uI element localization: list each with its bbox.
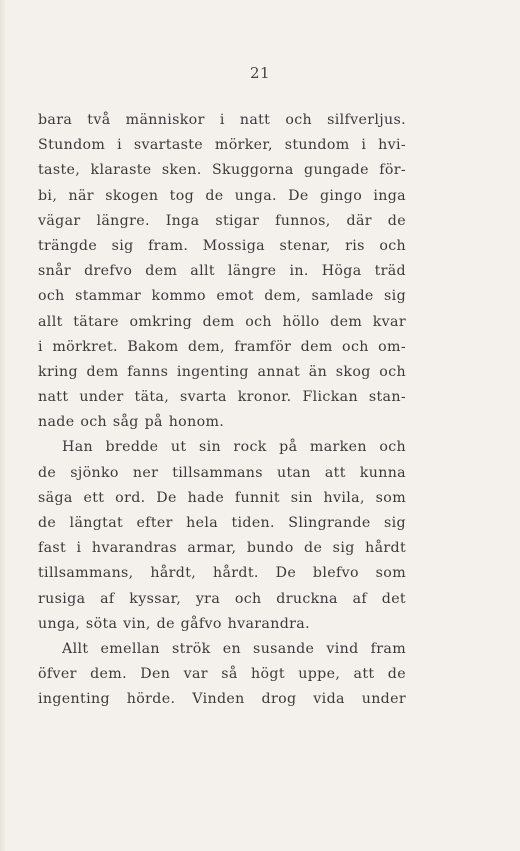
text-line-14: Han bredde ut sin rock på marken och <box>62 439 406 456</box>
text-line-2: Stundom i svartaste mörker, stundom i hvi- <box>38 137 406 154</box>
text-line-18: fast i hvarandras armar, bundo de sig hårdt <box>38 540 406 557</box>
text-line-10: i mörkret. Bakom dem, framför dem och om- <box>38 338 406 355</box>
text-line-21: unga, söta vin, de gåfvo hvarandra. <box>38 615 310 632</box>
text-line-4: bi, när skogen tog de unga. De gingo inga <box>38 187 406 204</box>
text-line-12: natt under täta, svarta kronor. Flickan stan- <box>38 389 406 406</box>
text-line-13: nade och såg på honom. <box>38 414 225 431</box>
text-line-17: de längtat efter hela tiden. Slingrande sig <box>38 515 406 531</box>
body-text <box>38 108 406 713</box>
text-line-7: snår drefvo dem allt längre in. Höga träd <box>38 263 406 280</box>
text-line-11: kring dem fanns ingenting annat än skog och <box>38 363 406 380</box>
text-line-9: allt tätare omkring dem och höllo dem kvar <box>38 313 406 330</box>
text-line-24: ingenting hörde. Vinden drog vida under <box>38 691 406 708</box>
text-line-23: öfver dem. Den var så högt uppe, att de <box>38 666 406 683</box>
text-line-6: trängde sig fram. Mossiga stenar, ris och <box>38 237 406 254</box>
text-line-5: vägar längre. Inga stigar funnos, där de <box>38 212 406 229</box>
text-line-16: säga ett ord. De hade funnit sin hvila, som <box>38 489 406 506</box>
text-line-20: rusiga af kyssar, yra och druckna af det <box>38 590 406 607</box>
text-line-3: taste, klaraste sken. Skuggorna gungade för- <box>38 162 406 179</box>
text-line-15: de sjönko ner tillsammans utan att kunna <box>38 464 406 481</box>
text-line-19: tillsammans, hårdt, hårdt. De blefvo som <box>38 565 406 582</box>
page-edge <box>0 0 6 851</box>
text-line-22: Allt emellan strök en susande vind fram <box>62 640 406 657</box>
text-line-8: och stammar kommo emot dem, samlade sig <box>38 288 406 305</box>
text-line-1: bara två människor i natt och silfverljus. <box>38 112 406 128</box>
page-number: 21 <box>249 64 271 82</box>
